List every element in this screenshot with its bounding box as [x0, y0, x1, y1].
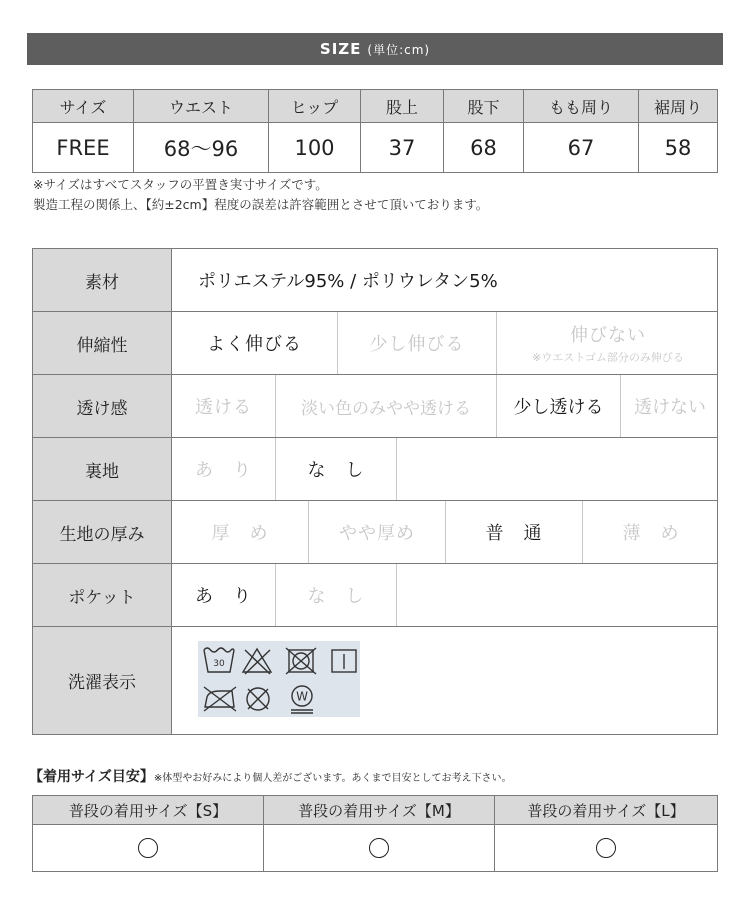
no-dry-clean-icon	[247, 688, 269, 710]
sheer-option-none	[621, 375, 719, 437]
spec-row-care	[33, 627, 718, 735]
hem-value-cell: 58	[639, 123, 718, 173]
stretch-option-none	[497, 312, 719, 374]
spec-row-sheer	[33, 375, 718, 438]
pocket-option-no	[276, 564, 397, 626]
material-label: 素材	[33, 249, 172, 312]
sheer-option-none-text: 透けない	[634, 397, 706, 418]
size-unit: (単位:cm)	[367, 42, 431, 57]
thickness-option-slightly-thick	[309, 501, 446, 563]
size-table-value-row	[33, 123, 718, 173]
fit-header-l: 普段の着用サイズ【L】	[495, 796, 718, 825]
sheer-options	[172, 375, 718, 438]
sheer-option-light-colors-text: 淡い色のみやや透ける	[301, 398, 471, 419]
fit-cell-l	[495, 825, 718, 872]
size-note-2: 製造工程の関係上、【約±2cm】程度の誤差は許容範囲とさせて頂いております。	[33, 197, 489, 212]
sheer-option-sheer	[172, 375, 276, 437]
size-header-cell: サイズ	[33, 90, 134, 123]
sheer-option-slight	[497, 375, 621, 437]
thickness-option-normal-text: 普 通	[485, 523, 543, 544]
wet-clean-icon	[291, 686, 313, 713]
no-bleach-icon	[243, 649, 271, 674]
lining-options	[172, 438, 718, 501]
care-symbols-panel	[198, 641, 360, 717]
fit-cell-s	[33, 825, 264, 872]
fit-table-header-row	[33, 796, 718, 825]
fit-table-value-row	[33, 825, 718, 872]
waist-value-cell: 68〜96	[134, 123, 269, 173]
hem-header-cell: 裾周り	[639, 90, 718, 123]
size-value-cell: FREE	[33, 123, 134, 173]
pocket-label: ポケット	[33, 564, 172, 627]
size-header-bar	[27, 33, 723, 65]
fit-cell-m	[264, 825, 495, 872]
wash-temp-text: 30	[213, 659, 225, 669]
wet-clean-letter: W	[296, 689, 308, 704]
thickness-option-slightly-thick-text: やや厚め	[339, 523, 415, 544]
stretch-label: 伸縮性	[33, 312, 172, 375]
hip-value-cell: 100	[269, 123, 361, 173]
no-iron-icon	[204, 687, 236, 711]
sheer-label: 透け感	[33, 375, 172, 438]
size-note-1: ※サイズはすべてスタッフの平置き実寸サイズです。	[33, 177, 328, 192]
thickness-option-thin	[583, 501, 719, 563]
fit-table	[32, 795, 718, 872]
thigh-header-cell: もも周り	[524, 90, 639, 123]
sheer-option-sheer-text: 透ける	[195, 397, 252, 418]
material-value: ポリエステル95% / ポリウレタン5%	[198, 271, 498, 292]
waist-header-cell: ウエスト	[134, 90, 269, 123]
size-table	[32, 89, 718, 173]
spec-row-stretch	[33, 312, 718, 375]
material-cell	[172, 249, 718, 312]
fit-circle-l-icon	[596, 838, 616, 858]
inseam-header-cell: 股下	[444, 90, 524, 123]
size-title: SIZE	[319, 40, 362, 58]
hip-header-cell: ヒップ	[269, 90, 361, 123]
thickness-option-thick-text: 厚 め	[211, 523, 269, 544]
thickness-option-thick	[172, 501, 309, 563]
fit-header-s: 普段の着用サイズ【S】	[33, 796, 264, 825]
rise-header-cell: 股上	[361, 90, 444, 123]
stretch-options	[172, 312, 718, 375]
lining-option-yes	[172, 438, 276, 500]
lining-option-yes-text: あ り	[195, 460, 252, 481]
no-tumble-dry-icon	[286, 648, 316, 674]
fit-guide-note: ※体型やお好みにより個人差がございます。あくまで目安としてお考え下さい。	[153, 773, 512, 784]
stretch-sub-note: ※ウエストゴム部分のみ伸びる	[532, 351, 684, 364]
thickness-option-thin-text: 薄 め	[622, 523, 680, 544]
sheer-option-slight-text: 少し透ける	[513, 397, 604, 418]
sheer-option-light-colors	[276, 375, 497, 437]
spec-row-material	[33, 249, 718, 312]
pocket-option-yes-text: あ り	[195, 586, 252, 607]
stretch-option-none-text: 伸びない	[570, 325, 646, 346]
spec-row-pocket	[33, 564, 718, 627]
stretch-option-high	[172, 312, 338, 374]
care-label: 洗濯表示	[33, 627, 172, 735]
stretch-option-slight-text: 少し伸びる	[369, 334, 465, 355]
lining-option-no	[276, 438, 397, 500]
fit-circle-s-icon	[138, 838, 158, 858]
fit-header-m: 普段の着用サイズ【M】	[264, 796, 495, 825]
pocket-option-no-text: な し	[307, 586, 365, 607]
size-table-header-row	[33, 90, 718, 123]
line-dry-icon	[332, 650, 356, 672]
thickness-label: 生地の厚み	[33, 501, 172, 564]
thigh-value-cell: 67	[524, 123, 639, 173]
spec-row-thickness	[33, 501, 718, 564]
wash-30-icon	[204, 648, 234, 672]
lining-label: 裏地	[33, 438, 172, 501]
fit-guide-title	[29, 766, 511, 786]
stretch-option-high-text: よく伸びる	[207, 334, 302, 355]
pocket-options	[172, 564, 718, 627]
thickness-option-normal	[446, 501, 583, 563]
rise-value-cell: 37	[361, 123, 444, 173]
stretch-option-slight	[338, 312, 497, 374]
thickness-options	[172, 501, 718, 564]
care-symbols-svg	[198, 641, 360, 717]
spec-row-lining	[33, 438, 718, 501]
spec-table	[32, 248, 718, 735]
fit-circle-m-icon	[369, 838, 389, 858]
pocket-option-yes	[172, 564, 276, 626]
inseam-value-cell: 68	[444, 123, 524, 173]
lining-option-no-text: な し	[307, 460, 365, 481]
fit-guide-title-text: 【着用サイズ目安】	[29, 769, 154, 785]
